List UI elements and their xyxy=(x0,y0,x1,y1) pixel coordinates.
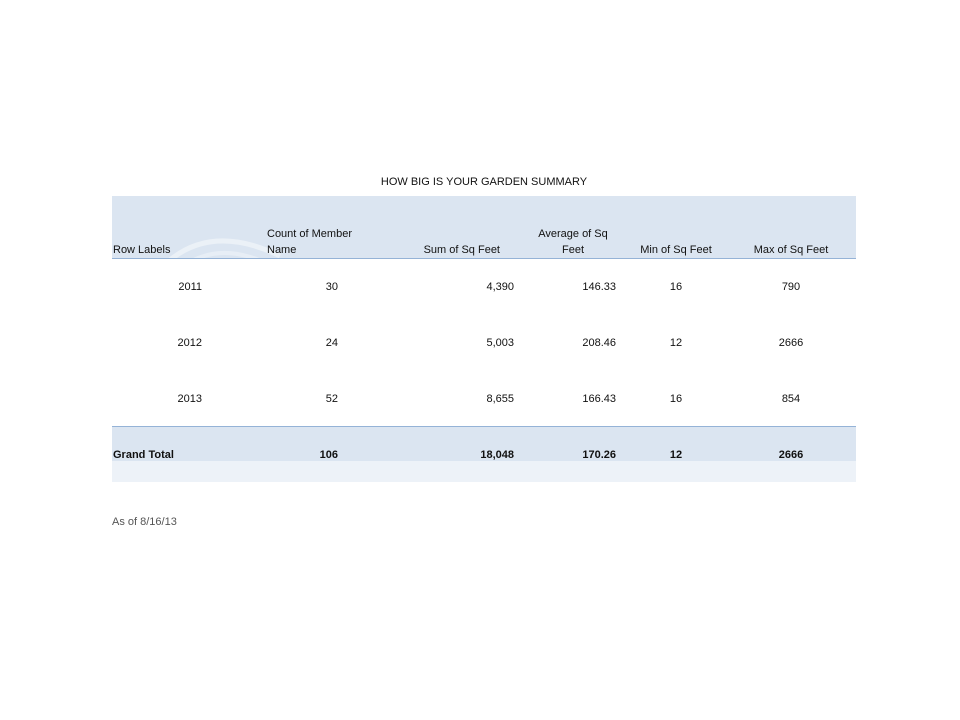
as-of-note: As of 8/16/13 xyxy=(112,516,177,528)
pivot-table xyxy=(112,196,856,482)
header-count-line2: Name xyxy=(267,244,297,256)
min-cell: 16 xyxy=(669,393,683,405)
min-cell: 12 xyxy=(669,337,683,349)
avg-cell: 146.33 xyxy=(582,281,616,293)
grand-total-label: Grand Total xyxy=(113,449,174,461)
sum-cell: 4,390 xyxy=(486,281,514,293)
count-cell: 52 xyxy=(325,393,338,405)
header-sum: Sum of Sq Feet xyxy=(423,244,500,256)
row-label: 2013 xyxy=(177,393,202,405)
table-row xyxy=(112,336,856,350)
table-footer-band xyxy=(112,461,856,482)
row-label: 2012 xyxy=(177,337,202,349)
count-cell: 30 xyxy=(325,281,338,293)
max-cell: 854 xyxy=(781,393,801,405)
table-row xyxy=(112,280,856,294)
header-count-line1: Count of Member xyxy=(267,228,352,240)
header-max: Max of Sq Feet xyxy=(753,244,829,256)
header-avg-line2: Feet xyxy=(561,244,584,256)
grand-total-max: 2666 xyxy=(778,449,804,461)
avg-cell: 166.43 xyxy=(582,393,616,405)
table-row xyxy=(112,392,856,406)
grand-total-sum: 18,048 xyxy=(480,449,514,461)
header-row xyxy=(112,196,856,259)
grand-total-avg: 170.26 xyxy=(582,449,616,461)
avg-cell: 208.46 xyxy=(582,337,616,349)
grand-total-row xyxy=(112,448,856,462)
row-label: 2011 xyxy=(178,281,202,293)
max-cell: 2666 xyxy=(778,337,804,349)
watermark-swirl-icon xyxy=(152,216,282,259)
sum-cell: 5,003 xyxy=(486,337,514,349)
min-cell: 16 xyxy=(669,281,683,293)
report-title: HOW BIG IS YOUR GARDEN SUMMARY xyxy=(380,176,588,188)
header-avg-line1: Average of Sq xyxy=(538,228,608,240)
sum-cell: 8,655 xyxy=(486,393,514,405)
grand-total-min: 12 xyxy=(669,449,683,461)
header-min: Min of Sq Feet xyxy=(640,244,712,256)
count-cell: 24 xyxy=(325,337,338,349)
max-cell: 790 xyxy=(781,281,801,293)
grand-total-count: 106 xyxy=(319,449,338,461)
header-row-labels: Row Labels xyxy=(113,244,171,256)
